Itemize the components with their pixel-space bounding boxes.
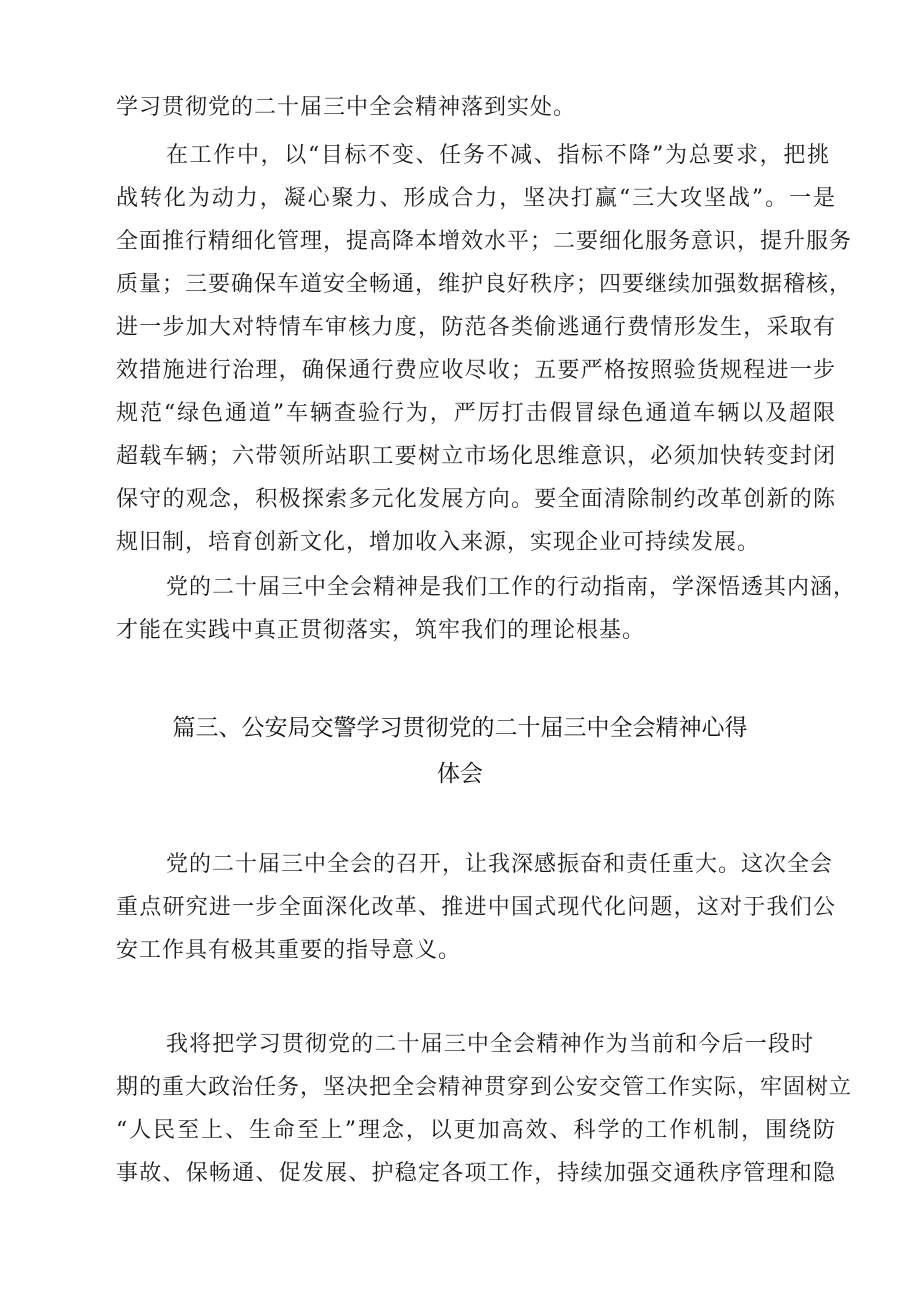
section-heading: 篇三、公安局交警学习贯彻党的二十届三中全会精神心得 — [172, 715, 748, 741]
paragraph-line: 期的重大政治任务，坚决把全会精神贯穿到公安交管工作实际，牢固树立 — [116, 1075, 853, 1100]
paragraph-line: “人民至上、生命至上”理念，以更加高效、科学的工作机制，围绕防 — [116, 1118, 836, 1143]
section-heading-continued: 体会 — [437, 761, 483, 787]
paragraph-line: 才能在实践中真正贯彻落实，筑牢我们的理论根基。 — [116, 618, 646, 643]
paragraph-line: 党的二十届三中全会的召开，让我深感振奋和责任重大。这次全会 — [166, 852, 834, 877]
paragraph-line: 党的二十届三中全会精神是我们工作的行动指南，学深悟透其内涵， — [166, 575, 857, 600]
paragraph-line: 保守的观念，积极探索多元化发展方向。要全面清除制约改革创新的陈 — [116, 487, 836, 512]
paragraph-line: 超载车辆；六带领所站职工要树立市场化思维意识，必须加快转变封闭 — [116, 444, 836, 469]
paragraph-line: 效措施进行治理，确保通行费应收尽收；五要严格按照验货规程进一步 — [116, 358, 836, 383]
paragraph-line: 安工作具有极其重要的指导意义。 — [116, 938, 462, 963]
paragraph-line: 规旧制，培育创新文化，增加收入来源，实现企业可持续发展。 — [116, 530, 761, 555]
paragraph-line: 进一步加大对特情车审核力度，防范各类偷逃通行费情形发生，采取有 — [116, 315, 836, 340]
paragraph-line: 重点研究进一步全面深化改革、推进中国式现代化问题，这对于我们公 — [116, 895, 836, 920]
paragraph-line: 规范“绿色通道”车辆查验行为，严厉打击假冒绿色通道车辆以及超限 — [116, 401, 836, 426]
paragraph-line: 质量；三要确保车道安全畅通，维护良好秩序；四要继续加强数据稽核， — [116, 272, 853, 297]
paragraph-line: 学习贯彻党的二十届三中全会精神落到实处。 — [116, 95, 577, 120]
paragraph-line: 全面推行精细化管理，提高降本增效水平；二要细化服务意识，提升服务 — [116, 229, 853, 254]
paragraph-line: 战转化为动力，凝心聚力、形成合力，坚决打赢“三大攻坚战”。一是 — [116, 186, 836, 211]
paragraph-line: 我将把学习贯彻党的二十届三中全会精神作为当前和今后一段时 — [166, 1032, 814, 1057]
paragraph-line: 在工作中，以“目标不变、任务不减、指标不降”为总要求，把挑 — [166, 143, 830, 168]
paragraph-line: 事故、保畅通、促发展、护稳定各项工作，持续加强交通秩序管理和隐 — [116, 1161, 836, 1186]
